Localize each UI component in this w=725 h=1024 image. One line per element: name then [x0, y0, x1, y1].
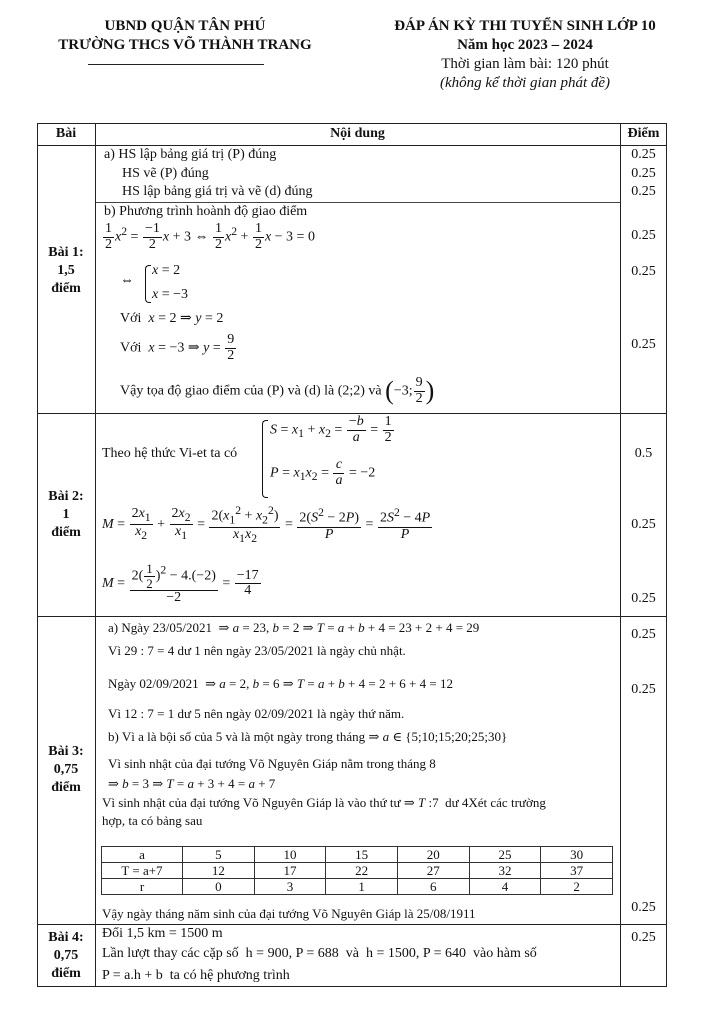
bai1-points: 1,5: [57, 263, 75, 278]
score: 0.25: [631, 337, 656, 352]
score: 0.25: [631, 264, 656, 279]
bai3-points-unit: điểm: [51, 780, 81, 795]
m-value: M = 2( $\frac{1}{2}$ )$^2$ − 4.(−2) −2 = $\frac{-17}{4}$: [102, 561, 259, 606]
bai3-line2: Vì 29 : 7 = 4 dư 1 nên ngày 23/05/2021 là ngày chủ nhật.: [108, 643, 406, 658]
weekday-table-cell: 10: [254, 847, 326, 863]
bai4-pair1: h = 900, P = 688: [245, 946, 339, 961]
bai1-equation: $\frac{1}{2}$ $x^2$ = $\frac{-1}{2}$ x + 3 ⇔ $\frac{1}{2}$ $x^2$ + $\frac{1}{2}$ x − 3 = 0: [105, 221, 315, 252]
bai3-line6: Vì sinh nhật của đại tướng Võ Nguyên Giáp nằm trong tháng 8: [108, 756, 436, 771]
bai3-line5: b) Vì a là bội số của 5 và là một ngày trong tháng ⇒ a ∈ {5;10;15;20;25;30}: [108, 729, 508, 744]
bai4-points-unit: điểm: [51, 966, 81, 981]
equivalence-symbol: ⇔: [120, 273, 134, 288]
solution-x2: x = −3: [152, 287, 189, 302]
bai4-function: P = a.h + b: [102, 968, 163, 983]
column-header-diem: Điểm: [627, 126, 660, 141]
bai3-line3-text: Ngày 02/09/2021: [108, 676, 199, 691]
bai3-line8-text: Vì sinh nhật của đại tướng Võ Nguyên Giáp là vào thứ tư: [102, 795, 401, 810]
exam-title: ĐÁP ÁN KỲ THI TUYỂN SINH LỚP 10: [394, 18, 656, 34]
bai4-line3: [102, 968, 290, 984]
bai4-line2-and: và: [345, 946, 359, 961]
bai4-points: 0,75: [53, 948, 79, 963]
case-x-minus3: Với x = −3 ⇒ y = $\frac{9}{2}$: [120, 332, 235, 363]
bai1-a2: HS vẽ (P) đúng: [122, 166, 209, 181]
weekday-table-row: [102, 863, 613, 879]
score: 0.25: [631, 627, 656, 642]
bai3-points: 0,75: [53, 762, 79, 777]
bai3-line8: Vì sinh nhật của đại tướng Võ Nguyên Giáp là vào thứ tư ⇒ T :7 dư 4Xét các trường: [102, 795, 546, 810]
weekday-table-row: [102, 879, 613, 895]
vieta-sum: $S = x_1 + x_2$ = $\frac{-b}{a}$ = $\frac{1}{2}$: [270, 414, 392, 445]
column-header-noidung: Nội dung: [330, 126, 385, 141]
score: 0.25: [631, 900, 656, 915]
bai3-line1-text: a) Ngày 23/05/2021: [108, 620, 212, 635]
bai4-pair2: h = 1500, P = 640: [365, 946, 467, 961]
weekday-table-cell: 1: [326, 879, 398, 895]
bai3-line3: Ngày 02/09/2021 ⇒ a = 2, b = 6 ⇒ T = a + b + 4 = 2 + 6 + 4 = 12: [108, 676, 453, 691]
weekday-table-cell: 0: [183, 879, 255, 895]
bai1-label: Bài 1:: [48, 245, 84, 260]
score: 0.25: [631, 147, 656, 162]
row-divider: [37, 616, 667, 617]
bai3-line9: hợp, ta có bảng sau: [102, 813, 203, 828]
school-district: UBND QUẬN TÂN PHÚ: [104, 18, 266, 34]
m-expression: M = $\frac{2x_1}{x_2}$ + $\frac{2x_2}{x_1}$ = $\frac{2(x_1^2 + x_2^2)}{x_1x_2}$ = $\frac{2(S^2 - 2P)}{P}$ = $\frac{2S^2 - 4P}{P}$: [102, 504, 431, 545]
voi-label: Với: [120, 311, 142, 326]
bai2-points: 1: [62, 507, 70, 522]
bai3-line1: a) Ngày 23/05/2021 ⇒ a = 23, b = 2 ⇒ T = a + b + 4 = 23 + 2 + 4 = 29: [108, 620, 480, 635]
vieta-intro: Theo hệ thức Vi-et ta có: [102, 446, 238, 461]
bai1-points-unit: điểm: [51, 281, 81, 296]
bracket: [145, 265, 151, 303]
header-underline: [88, 64, 264, 65]
score: 0.5: [634, 446, 653, 461]
weekday-table-cell: 20: [397, 847, 469, 863]
bai4-line1: Đổi 1,5 km = 1500 m: [102, 926, 223, 941]
bai3-line5-text: b) Vì a là bội số của 5 và là một ngày trong tháng: [108, 729, 366, 744]
weekday-table-cell: 22: [326, 863, 398, 879]
score: 0.25: [631, 591, 656, 606]
bai1-b1: b) Phương trình hoành độ giao điểm: [104, 204, 308, 219]
column-divider: [95, 123, 96, 987]
weekday-table-cell: 12: [183, 863, 255, 879]
bai3-line4: Vì 12 : 7 = 1 dư 5 nên ngày 02/09/2021 là ngày thứ năm.: [108, 706, 405, 721]
weekday-table-cell: 37: [541, 863, 613, 879]
bai4-line3-b: ta có hệ phương trình: [169, 968, 290, 983]
bai4-line2-a: Lần lượt thay các cặp số: [102, 946, 239, 961]
weekday-table-cell: 30: [541, 847, 613, 863]
weekday-table-cell: 6: [397, 879, 469, 895]
school-year: Năm học 2023 – 2024: [457, 37, 593, 53]
score: 0.25: [631, 517, 656, 532]
score: 0.25: [631, 682, 656, 697]
column-header-bai: Bài: [55, 126, 77, 141]
brace: [262, 420, 268, 498]
bai1-conclusion: Vậy tọa độ giao điểm của (P) và (d) là (2;2) và (−3; $\frac{9}{2}$ ): [120, 375, 435, 406]
score: 0.25: [631, 184, 656, 199]
bai4-line2-e: vào hàm số: [473, 946, 537, 961]
weekday-table-cell: 4: [469, 879, 541, 895]
weekday-table-cell: 2: [541, 879, 613, 895]
bai1-a1: a) HS lập bảng giá trị (P) đúng: [104, 147, 277, 162]
exam-duration-note: (không kể thời gian phát đề): [439, 75, 611, 91]
score: 0.25: [631, 166, 656, 181]
column-divider: [620, 123, 621, 987]
score: 0.25: [631, 930, 656, 945]
subrow-divider: [96, 202, 620, 203]
weekday-table-cell: a: [102, 847, 183, 863]
weekday-table-cell: 17: [254, 863, 326, 879]
bai2-label: Bài 2:: [48, 489, 84, 504]
voi-label: Với: [120, 340, 142, 356]
weekday-table-cell: T = a+7: [102, 863, 183, 879]
case-x-2: Với x = 2 ⇒ y = 2: [120, 311, 224, 326]
bai4-line2: [102, 946, 537, 962]
weekday-table: [101, 846, 613, 895]
weekday-table-row: [102, 847, 613, 863]
bai3-conclusion: Vậy ngày tháng năm sinh của đại tướng Võ Nguyên Giáp là 25/08/1911: [102, 906, 476, 921]
score: 0.25: [631, 228, 656, 243]
weekday-table-cell: 27: [397, 863, 469, 879]
bai3-line7: ⇒ b = 3 ⇒ T = a + 3 + 4 = a + 7: [108, 776, 276, 791]
weekday-table-cell: 15: [326, 847, 398, 863]
row-divider: [37, 924, 667, 925]
row-divider: [37, 145, 667, 146]
bai1-conclusion-text: Vậy tọa độ giao điểm của (P) và (d) là (2;2) và: [120, 383, 382, 399]
weekday-table-cell: 32: [469, 863, 541, 879]
weekday-table-cell: 25: [469, 847, 541, 863]
bai3-label: Bài 3:: [48, 744, 84, 759]
bai3-line8-tail: dư 4Xét các trường: [445, 795, 546, 810]
bai1-a3: HS lập bảng giá trị và vẽ (d) đúng: [122, 184, 313, 199]
vieta-product: $P = x_1x_2$ = $\frac{c}{a}$ = −2: [270, 457, 376, 488]
school-name: TRƯỜNG THCS VÕ THÀNH TRANG: [58, 37, 312, 53]
exam-duration: Thời gian làm bài: 120 phút: [441, 56, 609, 72]
weekday-table-cell: 5: [183, 847, 255, 863]
weekday-table-cell: r: [102, 879, 183, 895]
weekday-table-cell: 3: [254, 879, 326, 895]
solution-x1: x = 2: [152, 263, 181, 278]
bai2-points-unit: điểm: [51, 525, 81, 540]
bai4-label: Bài 4:: [48, 930, 84, 945]
